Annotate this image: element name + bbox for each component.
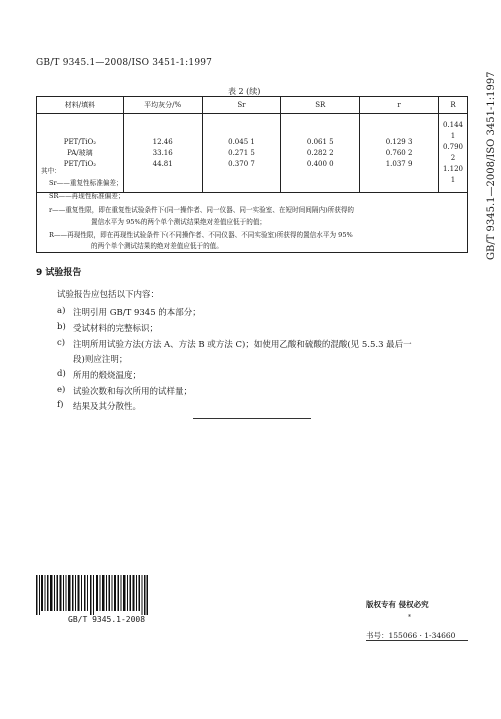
table-cell: 0.061 5 0.282 2 0.400 0 bbox=[281, 114, 360, 193]
list-item bbox=[57, 400, 477, 412]
table-cell: 0.045 1 0.271 5 0.370 7 bbox=[202, 114, 281, 193]
col-mean-ash: 平均灰分/% bbox=[123, 97, 202, 114]
separator-dot: * bbox=[408, 614, 411, 621]
list-item-label: a) bbox=[57, 306, 66, 316]
note-line: 的两个单个测试结果的绝对差值应低于的值。 bbox=[91, 242, 223, 250]
list-item bbox=[57, 306, 477, 318]
col-SR: SR bbox=[281, 97, 360, 114]
barcode-number: GB/T 9345.1-2008 bbox=[68, 615, 146, 624]
col-R: R bbox=[438, 97, 467, 114]
list-item-label: b) bbox=[57, 322, 66, 332]
note-line: R——再现性限，即在再现性试验条件下(不同操作者、不同仪器、不同实验室)所获得的置信水平为 95% bbox=[49, 231, 353, 239]
list-item-text: 受试材料的完整标识； bbox=[73, 324, 159, 334]
table-caption: 表 2 (续) bbox=[228, 87, 261, 96]
list-item-continuation bbox=[57, 353, 477, 365]
book-number: 书号：155066 · 1-34660 bbox=[366, 631, 456, 640]
note-line: 置信水平为 95%的两个单个测试结果绝对差值应低于的值； bbox=[91, 218, 267, 226]
barcode-icon bbox=[36, 575, 148, 615]
list-item-text: 所用的煅烧温度； bbox=[73, 371, 142, 381]
copyright-notice: 版权专有 侵权必究 bbox=[366, 600, 429, 609]
header-standard-number: GB/T 9345.1—2008/ISO 3451-1:1997 bbox=[36, 58, 213, 68]
col-material: 材料/填料 bbox=[37, 97, 124, 114]
notes-intro: 其中： bbox=[41, 167, 61, 175]
table-cell: 0.129 3 0.760 2 1.037 9 bbox=[360, 114, 439, 193]
section-title: 9 试验报告 bbox=[36, 268, 82, 278]
list-item bbox=[57, 369, 477, 381]
list-item-text: 段)则应注明； bbox=[73, 355, 128, 365]
list-item-text: 注明所用试验方法(方法 A、方法 B 或方法 C)；如使用乙酸和硫酸的混酸(见 5.5.3 最后一 bbox=[73, 340, 412, 350]
list-item bbox=[57, 338, 477, 350]
table-notes bbox=[36, 163, 468, 253]
list-item bbox=[57, 322, 477, 334]
end-rule bbox=[193, 418, 311, 419]
list-item-text: 试验次数和每次所用的试样量； bbox=[73, 387, 193, 397]
col-r: r bbox=[360, 97, 439, 114]
table-cell: 0.144 1 0.790 2 1.120 1 bbox=[438, 114, 467, 193]
list-item-label: f) bbox=[57, 400, 64, 410]
table-cell: 12.46 33.16 44.81 bbox=[123, 114, 202, 193]
side-standard-number: GB/T 9345.1—2008/ISO 3451-1:1997 bbox=[486, 71, 497, 260]
col-sr: Sr bbox=[202, 97, 281, 114]
note-line: Sr——重复性标准偏差； bbox=[49, 179, 123, 187]
list-item bbox=[57, 385, 477, 397]
list-item-label: e) bbox=[57, 385, 66, 395]
list-item-text: 注明引用 GB/T 9345 的本部分； bbox=[73, 308, 201, 318]
note-line: r——重复性限，即在重复性试验条件下(同一操作者、同一仪器、同一实验室、在短时间间隔内)所获得的 bbox=[49, 206, 355, 214]
table-cell: PET/TiO₂ PA/玻璃 PET/TiO₂ bbox=[37, 114, 124, 193]
book-number-rule bbox=[366, 640, 468, 641]
list-item-label: c) bbox=[57, 338, 66, 348]
list-item-text: 结果及其分散性。 bbox=[73, 402, 142, 412]
list-item-label: d) bbox=[57, 369, 66, 379]
table-header-row bbox=[37, 97, 468, 114]
note-line: SR——再现性标准偏差； bbox=[49, 192, 125, 200]
section-intro: 试验报告应包括以下内容： bbox=[57, 290, 160, 300]
